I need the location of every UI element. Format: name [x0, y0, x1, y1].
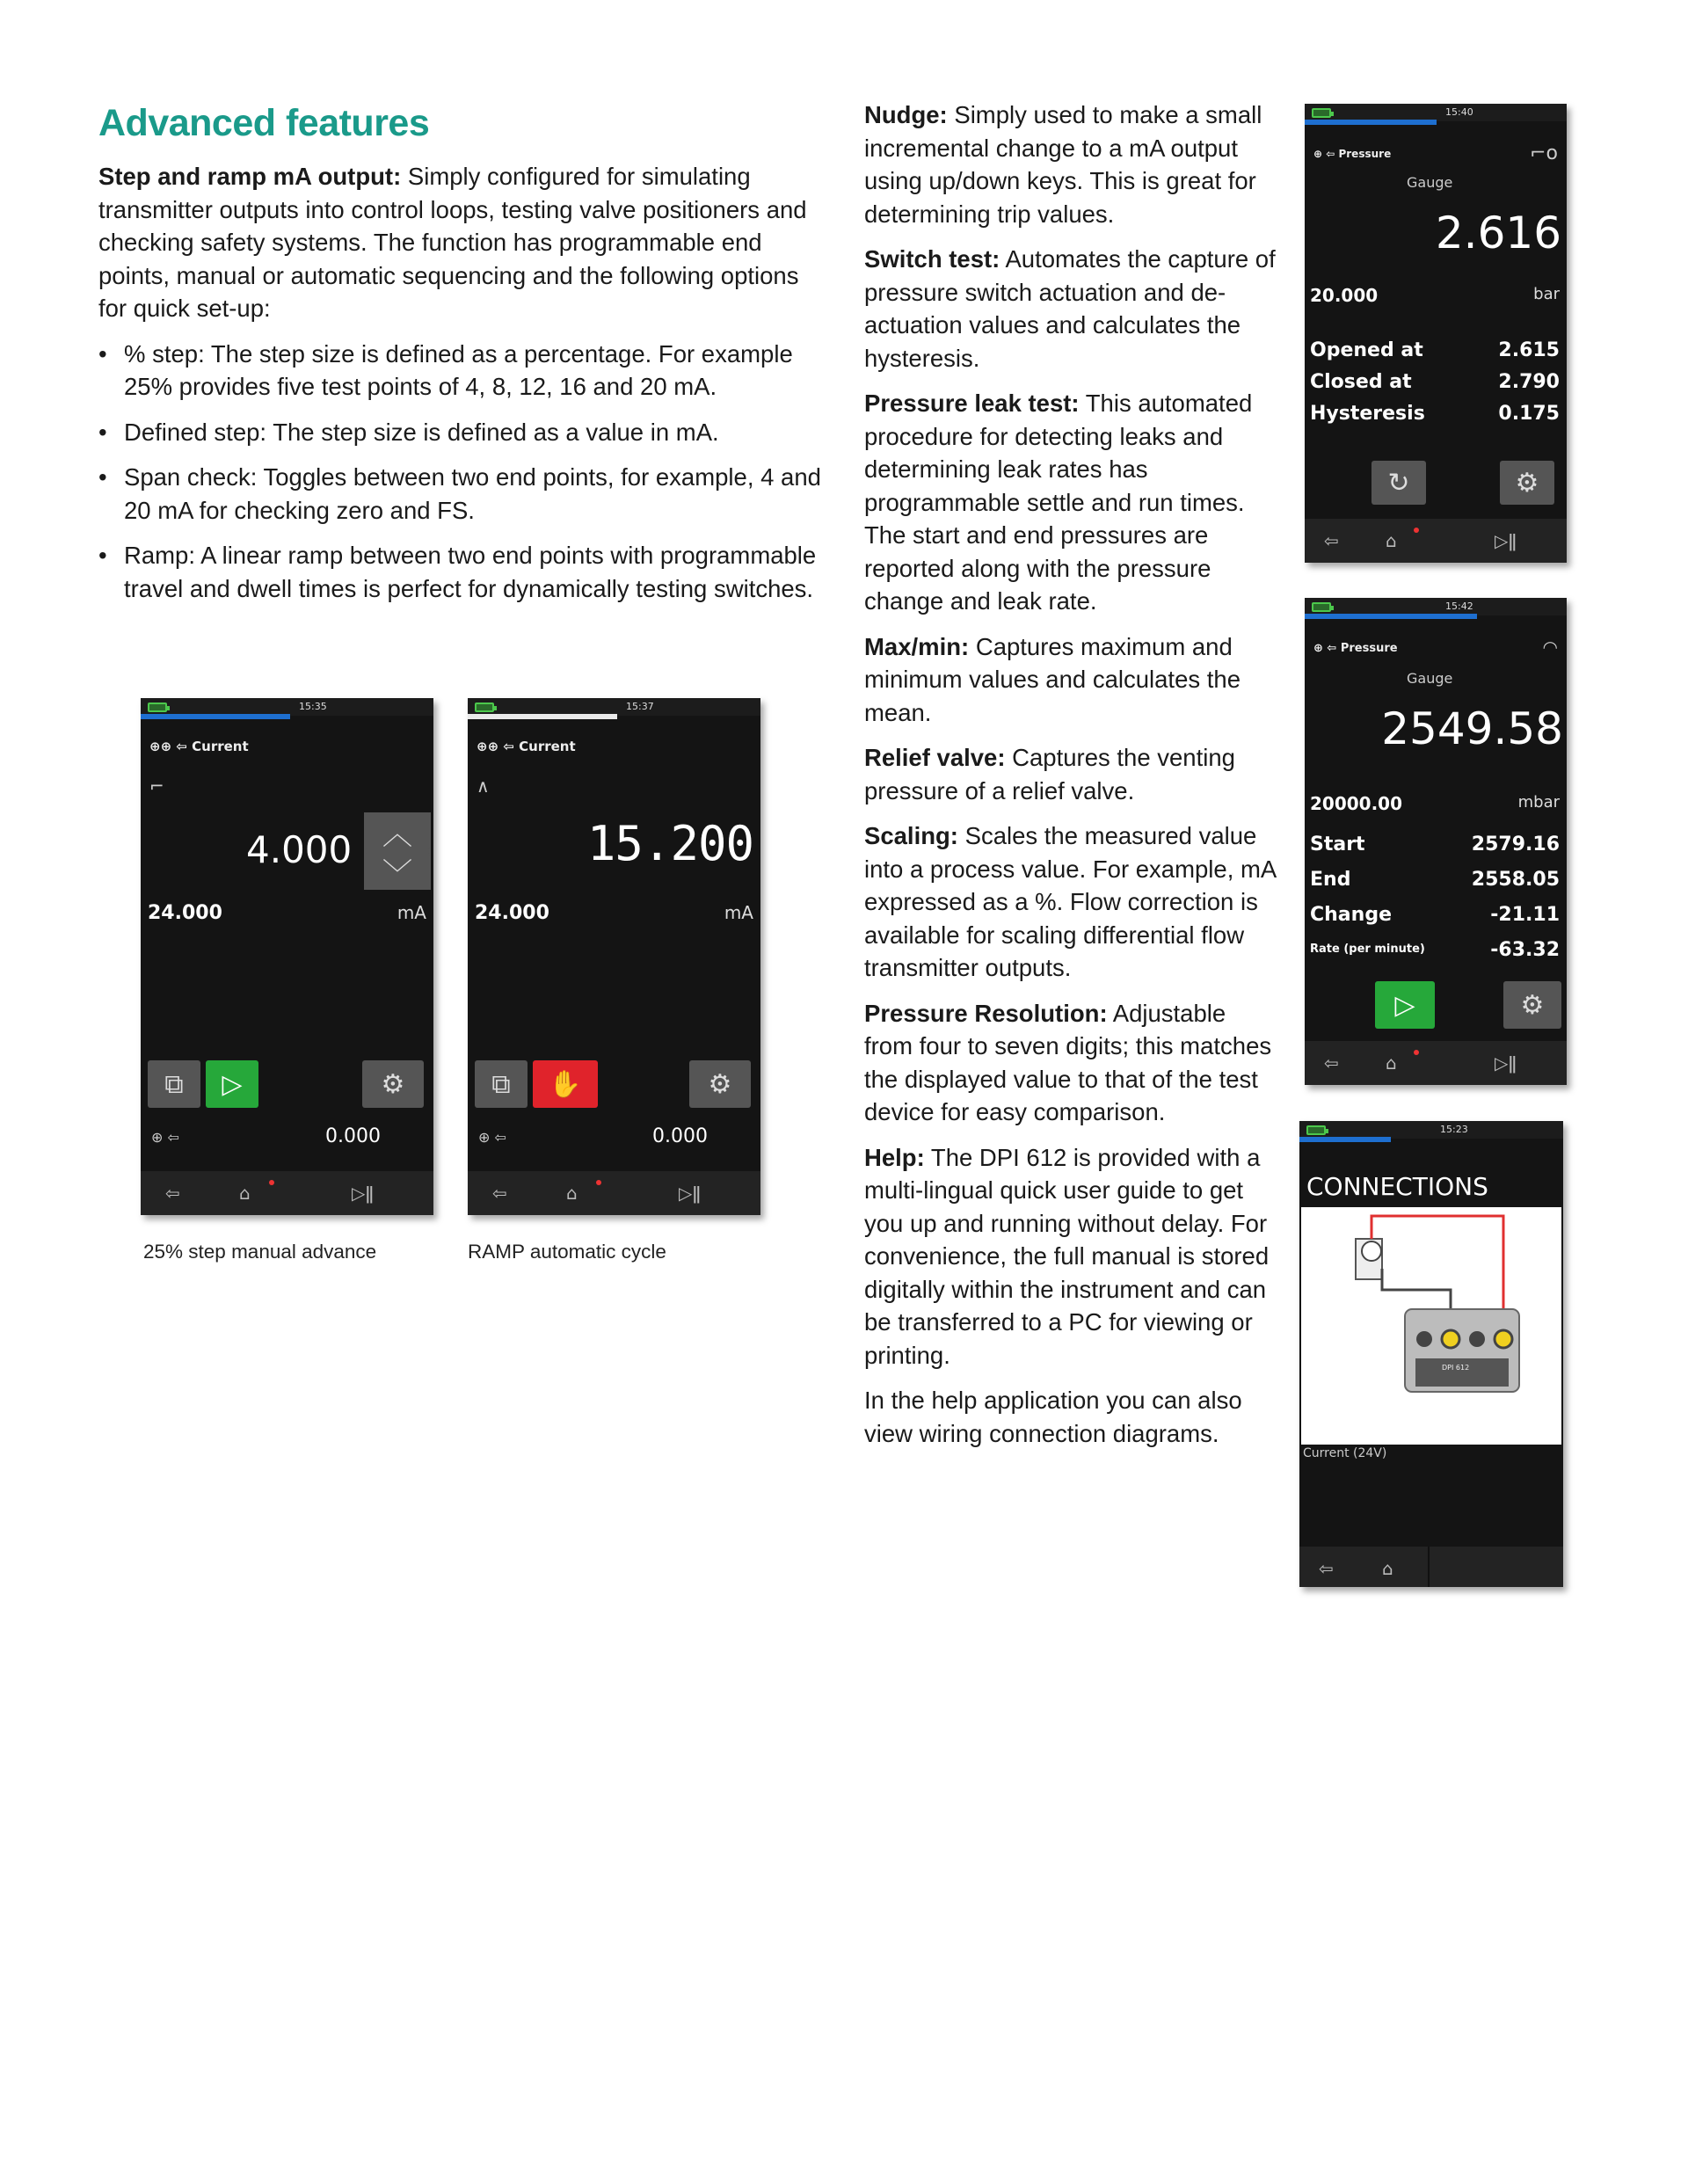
- mode-label: Gauge: [1407, 174, 1453, 191]
- function-name: Current: [519, 739, 576, 754]
- feature-paragraph: [864, 1141, 1277, 1372]
- bottom-bar: [468, 1171, 760, 1215]
- wiring-diagram: [1301, 1207, 1561, 1445]
- feature-paragraph: [864, 243, 1277, 375]
- back-icon[interactable]: ⇦: [1319, 1558, 1334, 1579]
- intro-paragraph: [98, 160, 828, 325]
- back-icon[interactable]: ⇦: [165, 1183, 180, 1204]
- feature-lead: Pressure leak test:: [864, 389, 1080, 417]
- zoom-button[interactable]: [148, 1060, 200, 1108]
- gear-icon: ⚙: [708, 1068, 732, 1100]
- status-bar: [1299, 1121, 1563, 1139]
- row-label: Hysteresis: [1310, 403, 1425, 425]
- status-bar: [141, 698, 433, 716]
- row-label: Rate (per minute): [1310, 943, 1425, 956]
- play-pause-icon[interactable]: ▷ǁ: [352, 1183, 375, 1204]
- unit-label: mA: [397, 902, 426, 923]
- feature-text: This automated procedure for detecting leaks and determining leak rates has programmable settle and run times. The start and end pressures are reported along with the pressure change and leak rate.: [864, 389, 1253, 615]
- feature-paragraph: [864, 819, 1277, 985]
- zoom-button[interactable]: [475, 1060, 528, 1108]
- feature-paragraph: [864, 630, 1277, 730]
- bottom-bar: [1305, 1041, 1567, 1085]
- home-icon[interactable]: ⌂: [1386, 1052, 1397, 1074]
- caption-ramp: RAMP automatic cycle: [468, 1241, 666, 1263]
- up-arrow-icon[interactable]: ︿: [364, 812, 431, 849]
- function-label: ⊕ ⇦ Pressure: [1313, 642, 1398, 655]
- function-label: ⊕ ⇦ Pressure: [1313, 148, 1392, 160]
- progress-bar: [1305, 120, 1437, 125]
- zoom-icon: ⧉: [491, 1068, 511, 1100]
- play-button[interactable]: [206, 1060, 258, 1108]
- feature-lead: Nudge:: [864, 101, 948, 128]
- progress-bar: [468, 714, 617, 719]
- mode-label: Gauge: [1407, 670, 1453, 687]
- hand-stop-icon: ✋: [549, 1068, 582, 1100]
- row-value: 2558.05: [1471, 869, 1560, 891]
- switch-icon: ⌐o: [1530, 142, 1558, 164]
- feature-lead: Max/min:: [864, 632, 970, 660]
- row-value: -63.32: [1490, 939, 1560, 961]
- status-bar: [468, 698, 760, 716]
- feature-lead: Relief valve:: [864, 744, 1006, 771]
- settings-button[interactable]: [689, 1060, 751, 1108]
- feature-text: Simply used to make a small incremental change to a mA output using up/down keys. This is great for determining trip values.: [864, 101, 1262, 228]
- row-label: Closed at: [1310, 371, 1412, 393]
- row-label: Start: [1310, 834, 1365, 855]
- progress-bar: [141, 714, 290, 719]
- play-pause-icon[interactable]: ▷ǁ: [1495, 530, 1517, 551]
- wiring-diagram-graphic: [1301, 1207, 1561, 1445]
- pressure-value: 2.616: [1435, 207, 1561, 258]
- secondary-function-icon: ⊕ ⇦: [151, 1129, 179, 1146]
- battery-icon: [1306, 1125, 1326, 1135]
- play-pause-icon[interactable]: ▷ǁ: [679, 1183, 702, 1204]
- gear-icon: ⚙: [1515, 467, 1539, 499]
- device-screen-connections: [1299, 1121, 1563, 1587]
- secondary-function-icon: ⊕ ⇦: [478, 1129, 506, 1146]
- progress-bar: [1305, 614, 1477, 619]
- battery-icon: [1312, 108, 1331, 118]
- feature-text: Captures the venting pressure of a relief valve.: [864, 744, 1235, 804]
- function-name: Pressure: [1338, 148, 1392, 160]
- status-bar: [1305, 104, 1567, 121]
- row-label: Change: [1310, 904, 1392, 926]
- page-title: Advanced features: [98, 102, 430, 144]
- settings-button[interactable]: [1503, 981, 1561, 1029]
- stop-button[interactable]: [533, 1060, 598, 1108]
- progress-bar: [1299, 1137, 1391, 1142]
- left-column: [98, 160, 828, 617]
- caption-step: 25% step manual advance: [143, 1241, 377, 1263]
- row-value: 2.790: [1498, 371, 1560, 393]
- home-icon[interactable]: ⌂: [239, 1183, 251, 1204]
- middle-column: [864, 98, 1277, 1462]
- feature-paragraph: [864, 1384, 1277, 1450]
- unit-label: mA: [724, 902, 753, 923]
- clock: 15:42: [1445, 601, 1473, 612]
- bar-divider: [1428, 1547, 1430, 1587]
- row-value: 0.175: [1498, 403, 1560, 425]
- clock: 15:37: [626, 701, 654, 712]
- clock: 15:35: [299, 701, 327, 712]
- pressure-value: 2549.58: [1381, 703, 1563, 754]
- play-pause-icon[interactable]: ▷ǁ: [1495, 1052, 1517, 1074]
- back-icon[interactable]: ⇦: [1324, 1052, 1339, 1074]
- connections-heading: CONNECTIONS: [1306, 1172, 1488, 1201]
- row-value: 2579.16: [1471, 834, 1560, 855]
- output-value: 4.000: [246, 828, 353, 871]
- device-screen-switch-test: [1305, 104, 1567, 563]
- battery-icon: [475, 703, 494, 712]
- secondary-value: 0.000: [325, 1125, 381, 1147]
- device-screen-ramp: [468, 698, 760, 1215]
- play-icon: ▷: [222, 1068, 243, 1100]
- down-arrow-icon[interactable]: ﹀: [364, 853, 431, 890]
- range-value: 24.000: [475, 902, 549, 924]
- connection-mode-label: Current (24V): [1303, 1446, 1387, 1460]
- home-icon[interactable]: ⌂: [566, 1183, 578, 1204]
- feature-text: Captures maximum and minimum values and calculates the mean.: [864, 632, 1241, 726]
- clock: 15:40: [1445, 106, 1473, 118]
- gauge-icon: ◠: [1542, 637, 1558, 658]
- range-value: 20000.00: [1310, 793, 1403, 814]
- function-label: ⊕⊕ ⇦ Current: [149, 739, 249, 754]
- row-label: Opened at: [1310, 339, 1423, 361]
- feature-lead: Scaling:: [864, 822, 958, 849]
- list-item: • Ramp: A linear ramp between two end points with programmable travel and dwell times is perfect for dynamically testing switches.: [98, 539, 828, 605]
- row-label: End: [1310, 869, 1351, 891]
- options-list: [98, 338, 828, 606]
- alert-dot: [269, 1180, 274, 1185]
- device-screen-step: [141, 698, 433, 1215]
- play-button[interactable]: [1375, 981, 1435, 1029]
- status-bar: [1305, 598, 1567, 615]
- unit-label: mbar: [1517, 793, 1560, 812]
- svg-text:DPI 612: DPI 612: [1442, 1364, 1470, 1372]
- feature-lead: Pressure Resolution:: [864, 999, 1108, 1027]
- play-icon: ▷: [1394, 989, 1415, 1021]
- list-item: • Defined step: The step size is defined as a value in mA.: [98, 416, 828, 449]
- step-icon: ⌐: [149, 775, 164, 797]
- row-value: -21.11: [1490, 904, 1560, 926]
- row-value: 2.615: [1498, 339, 1560, 361]
- bottom-bar: [141, 1171, 433, 1215]
- alert-dot: [1414, 528, 1419, 533]
- feature-text: The DPI 612 is provided with a multi-lingual quick user guide to get you up and running without delay. For convenience, the full manual is stored digitally within the instrument and can be transferred to a PC for viewing or printing.: [864, 1143, 1270, 1369]
- home-icon[interactable]: ⌂: [1382, 1558, 1393, 1579]
- feature-paragraph: [864, 741, 1277, 807]
- home-icon[interactable]: ⌂: [1386, 530, 1397, 551]
- bottom-bar: [1299, 1547, 1563, 1587]
- feature-lead: Switch test:: [864, 245, 1000, 273]
- back-icon[interactable]: ⇦: [492, 1183, 507, 1204]
- list-item: • % step: The step size is defined as a percentage. For example 25% provides five test points of 4, 8, 12, 16 and 20 mA.: [98, 338, 828, 404]
- range-value: 20.000: [1310, 285, 1379, 306]
- range-value: 24.000: [148, 902, 222, 924]
- list-item: • Span check: Toggles between two end points, for example, 4 and 20 mA for checking zero and FS.: [98, 461, 828, 527]
- gear-icon: ⚙: [381, 1068, 405, 1100]
- feature-paragraph: [864, 387, 1277, 618]
- back-icon[interactable]: ⇦: [1324, 530, 1339, 551]
- function-name: Pressure: [1340, 642, 1398, 655]
- output-value: 15.200: [586, 816, 753, 871]
- feature-text: In the help application you can also view wiring connection diagrams.: [864, 1387, 1242, 1447]
- feature-paragraph: [864, 98, 1277, 230]
- function-label: ⊕⊕ ⇦ Current: [477, 739, 576, 754]
- zoom-icon: ⧉: [164, 1068, 184, 1100]
- device-screen-leak-test: [1305, 598, 1567, 1085]
- feature-text: Scales the measured value into a process value. For example, mA expressed as a %. Flow correction is available for scaling differential flow transmitter outputs.: [864, 822, 1276, 981]
- gear-icon: ⚙: [1520, 989, 1545, 1021]
- nudge-controls: [364, 812, 431, 890]
- intro-text: Simply configured for simulating transmitter outputs into control loops, testing valve positioners and checking safety systems. The function has programmable end points, manual or automatic sequencing and the following options for quick set-up:: [98, 163, 807, 322]
- feature-text: Adjustable from four to seven digits; this matches the displayed value to that of the test device for easy comparison.: [864, 999, 1272, 1125]
- reset-button[interactable]: [1372, 461, 1426, 505]
- bottom-bar: [1305, 519, 1567, 563]
- battery-icon: [1312, 602, 1331, 612]
- clock: 15:23: [1440, 1124, 1468, 1135]
- settings-button[interactable]: [362, 1060, 424, 1108]
- feature-text: Automates the capture of pressure switch actuation and de-actuation values and calculates the hysteresis.: [864, 245, 1276, 372]
- feature-lead: Help:: [864, 1143, 925, 1171]
- feature-paragraph: [864, 997, 1277, 1129]
- alert-dot: [596, 1180, 601, 1185]
- battery-icon: [148, 703, 167, 712]
- secondary-value: 0.000: [652, 1125, 708, 1147]
- ramp-icon: ∧: [477, 775, 490, 797]
- unit-label: bar: [1533, 285, 1560, 303]
- intro-lead: Step and ramp mA output:: [98, 163, 402, 190]
- alert-dot: [1414, 1050, 1419, 1055]
- settings-button[interactable]: [1500, 461, 1554, 505]
- function-name: Current: [192, 739, 249, 754]
- refresh-icon: ↻: [1387, 467, 1410, 499]
